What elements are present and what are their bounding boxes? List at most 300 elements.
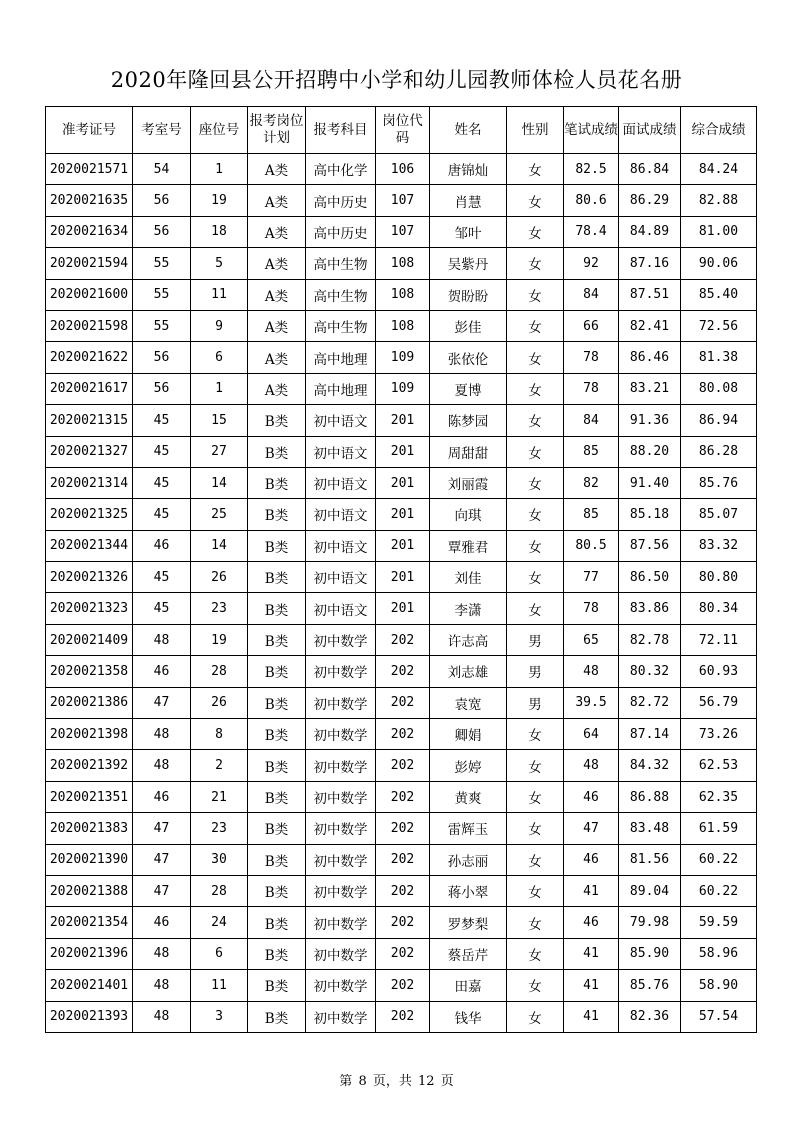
cell-name: 周甜甜 (430, 436, 507, 467)
cell-interview-score: 82.78 (619, 624, 681, 655)
cell-subject: 高中生物 (306, 310, 376, 341)
cell-gender: 女 (507, 499, 564, 530)
cell-written-score: 39.5 (564, 687, 619, 718)
cell-seat: 23 (191, 813, 248, 844)
cell-room: 56 (133, 185, 191, 216)
cell-gender: 男 (507, 687, 564, 718)
cell-subject: 初中语文 (306, 593, 376, 624)
header-total-score: 综合成绩 (681, 107, 757, 154)
cell-plan: B类 (248, 970, 306, 1001)
cell-interview-score: 85.18 (619, 499, 681, 530)
cell-written-score: 41 (564, 938, 619, 969)
cell-written-score: 85 (564, 436, 619, 467)
cell-exam-id: 2020021598 (46, 310, 133, 341)
table-row (46, 279, 757, 310)
cell-plan: B类 (248, 875, 306, 906)
table-row (46, 405, 757, 436)
cell-room: 48 (133, 1001, 191, 1032)
cell-written-score: 46 (564, 781, 619, 812)
cell-exam-id: 2020021396 (46, 938, 133, 969)
cell-post-code: 201 (376, 467, 430, 498)
cell-name: 彭婷 (430, 750, 507, 781)
cell-total-score: 59.59 (681, 907, 757, 938)
cell-subject: 初中数学 (306, 844, 376, 875)
cell-gender: 女 (507, 875, 564, 906)
header-name: 姓名 (430, 107, 507, 154)
cell-room: 55 (133, 279, 191, 310)
footer-total-pages: 12 (418, 1074, 435, 1089)
cell-room: 45 (133, 436, 191, 467)
cell-written-score: 77 (564, 562, 619, 593)
cell-room: 48 (133, 624, 191, 655)
cell-subject: 高中历史 (306, 185, 376, 216)
cell-gender: 女 (507, 436, 564, 467)
cell-room: 46 (133, 781, 191, 812)
cell-total-score: 62.53 (681, 750, 757, 781)
cell-subject: 初中数学 (306, 813, 376, 844)
table-row (46, 310, 757, 341)
cell-written-score: 82 (564, 467, 619, 498)
cell-plan: A类 (248, 216, 306, 247)
cell-total-score: 86.94 (681, 405, 757, 436)
cell-written-score: 84 (564, 279, 619, 310)
cell-gender: 女 (507, 750, 564, 781)
cell-total-score: 85.76 (681, 467, 757, 498)
cell-room: 46 (133, 907, 191, 938)
cell-name: 罗梦梨 (430, 907, 507, 938)
cell-seat: 24 (191, 907, 248, 938)
cell-interview-score: 88.20 (619, 436, 681, 467)
page-footer (0, 1070, 793, 1089)
cell-subject: 初中数学 (306, 938, 376, 969)
cell-post-code: 202 (376, 656, 430, 687)
cell-written-score: 47 (564, 813, 619, 844)
cell-seat: 27 (191, 436, 248, 467)
cell-gender: 女 (507, 593, 564, 624)
cell-seat: 2 (191, 750, 248, 781)
cell-plan: B类 (248, 687, 306, 718)
cell-seat: 25 (191, 499, 248, 530)
cell-subject: 初中语文 (306, 530, 376, 561)
table-row (46, 436, 757, 467)
cell-gender: 男 (507, 624, 564, 655)
cell-seat: 8 (191, 719, 248, 750)
cell-plan: B类 (248, 656, 306, 687)
cell-seat: 15 (191, 405, 248, 436)
cell-post-code: 108 (376, 310, 430, 341)
cell-seat: 1 (191, 154, 248, 185)
header-interview-score: 面试成绩 (619, 107, 681, 154)
cell-room: 48 (133, 938, 191, 969)
cell-exam-id: 2020021325 (46, 499, 133, 530)
table-row (46, 530, 757, 561)
header-subject: 报考科目 (306, 107, 376, 154)
cell-exam-id: 2020021398 (46, 719, 133, 750)
cell-interview-score: 87.51 (619, 279, 681, 310)
cell-room: 47 (133, 844, 191, 875)
cell-seat: 14 (191, 467, 248, 498)
cell-interview-score: 85.76 (619, 970, 681, 1001)
cell-plan: B类 (248, 562, 306, 593)
cell-exam-id: 2020021392 (46, 750, 133, 781)
cell-total-score: 60.93 (681, 656, 757, 687)
cell-room: 55 (133, 310, 191, 341)
cell-gender: 女 (507, 154, 564, 185)
table-row (46, 907, 757, 938)
cell-name: 雷辉玉 (430, 813, 507, 844)
footer-mid: 页，共 (372, 1074, 412, 1089)
header-gender: 性别 (507, 107, 564, 154)
cell-name: 肖慧 (430, 185, 507, 216)
cell-plan: A类 (248, 373, 306, 404)
cell-name: 邹叶 (430, 216, 507, 247)
cell-plan: B类 (248, 750, 306, 781)
cell-subject: 高中地理 (306, 373, 376, 404)
cell-gender: 女 (507, 938, 564, 969)
cell-exam-id: 2020021390 (46, 844, 133, 875)
cell-interview-score: 82.36 (619, 1001, 681, 1032)
cell-plan: B类 (248, 813, 306, 844)
cell-plan: B类 (248, 1001, 306, 1032)
cell-gender: 女 (507, 248, 564, 279)
cell-exam-id: 2020021622 (46, 342, 133, 373)
table-row (46, 970, 757, 1001)
cell-exam-id: 2020021409 (46, 624, 133, 655)
cell-subject: 初中数学 (306, 750, 376, 781)
cell-interview-score: 89.04 (619, 875, 681, 906)
cell-plan: B类 (248, 844, 306, 875)
cell-total-score: 85.07 (681, 499, 757, 530)
document-title: 2020年隆回县公开招聘中小学和幼儿园教师体检人员花名册 (110, 68, 683, 92)
cell-plan: B类 (248, 436, 306, 467)
cell-exam-id: 2020021617 (46, 373, 133, 404)
cell-subject: 初中数学 (306, 875, 376, 906)
cell-room: 45 (133, 405, 191, 436)
cell-subject: 初中数学 (306, 1001, 376, 1032)
cell-plan: B类 (248, 907, 306, 938)
cell-room: 48 (133, 970, 191, 1001)
cell-written-score: 80.6 (564, 185, 619, 216)
cell-plan: A类 (248, 342, 306, 373)
cell-interview-score: 82.41 (619, 310, 681, 341)
cell-interview-score: 85.90 (619, 938, 681, 969)
cell-subject: 初中数学 (306, 970, 376, 1001)
cell-name: 黄爽 (430, 781, 507, 812)
cell-exam-id: 2020021344 (46, 530, 133, 561)
cell-interview-score: 91.40 (619, 467, 681, 498)
cell-plan: A类 (248, 279, 306, 310)
cell-seat: 28 (191, 656, 248, 687)
cell-interview-score: 86.88 (619, 781, 681, 812)
cell-plan: A类 (248, 310, 306, 341)
cell-interview-score: 79.98 (619, 907, 681, 938)
cell-interview-score: 86.84 (619, 154, 681, 185)
cell-interview-score: 86.46 (619, 342, 681, 373)
cell-post-code: 106 (376, 154, 430, 185)
cell-written-score: 48 (564, 656, 619, 687)
cell-subject: 初中语文 (306, 562, 376, 593)
cell-plan: A类 (248, 154, 306, 185)
cell-written-score: 66 (564, 310, 619, 341)
cell-written-score: 78 (564, 342, 619, 373)
table-row (46, 499, 757, 530)
cell-seat: 23 (191, 593, 248, 624)
cell-total-score: 60.22 (681, 875, 757, 906)
cell-name: 蔡岳芹 (430, 938, 507, 969)
cell-interview-score: 83.86 (619, 593, 681, 624)
cell-gender: 女 (507, 310, 564, 341)
cell-room: 45 (133, 562, 191, 593)
roster-table (45, 106, 757, 1033)
cell-interview-score: 81.56 (619, 844, 681, 875)
table-row (46, 750, 757, 781)
cell-name: 袁宽 (430, 687, 507, 718)
cell-total-score: 85.40 (681, 279, 757, 310)
cell-post-code: 201 (376, 405, 430, 436)
cell-total-score: 72.56 (681, 310, 757, 341)
cell-written-score: 84 (564, 405, 619, 436)
cell-total-score: 83.32 (681, 530, 757, 561)
cell-seat: 9 (191, 310, 248, 341)
cell-total-score: 61.59 (681, 813, 757, 844)
cell-written-score: 46 (564, 844, 619, 875)
cell-exam-id: 2020021386 (46, 687, 133, 718)
cell-subject: 初中语文 (306, 436, 376, 467)
table-row (46, 248, 757, 279)
cell-subject: 初中数学 (306, 656, 376, 687)
cell-seat: 5 (191, 248, 248, 279)
header-room: 考室号 (133, 107, 191, 154)
cell-subject: 初中语文 (306, 467, 376, 498)
cell-name: 向琪 (430, 499, 507, 530)
cell-subject: 高中地理 (306, 342, 376, 373)
cell-post-code: 201 (376, 593, 430, 624)
cell-gender: 女 (507, 907, 564, 938)
cell-post-code: 202 (376, 781, 430, 812)
cell-name: 卿娟 (430, 719, 507, 750)
cell-plan: B类 (248, 530, 306, 561)
cell-written-score: 92 (564, 248, 619, 279)
cell-seat: 26 (191, 687, 248, 718)
cell-post-code: 202 (376, 813, 430, 844)
cell-name: 孙志丽 (430, 844, 507, 875)
header-seat: 座位号 (191, 107, 248, 154)
cell-post-code: 202 (376, 1001, 430, 1032)
cell-gender: 男 (507, 656, 564, 687)
cell-post-code: 202 (376, 907, 430, 938)
cell-interview-score: 83.48 (619, 813, 681, 844)
cell-seat: 26 (191, 562, 248, 593)
cell-name: 钱华 (430, 1001, 507, 1032)
cell-exam-id: 2020021388 (46, 875, 133, 906)
cell-plan: B类 (248, 938, 306, 969)
footer-page-number: 8 (358, 1074, 367, 1089)
footer-suffix: 页 (440, 1074, 454, 1089)
cell-seat: 11 (191, 970, 248, 1001)
table-row (46, 938, 757, 969)
cell-written-score: 65 (564, 624, 619, 655)
cell-name: 贺盼盼 (430, 279, 507, 310)
cell-post-code: 201 (376, 530, 430, 561)
cell-written-score: 41 (564, 875, 619, 906)
cell-exam-id: 2020021327 (46, 436, 133, 467)
cell-name: 唐锦灿 (430, 154, 507, 185)
cell-name: 刘丽霞 (430, 467, 507, 498)
cell-gender: 女 (507, 970, 564, 1001)
header-exam-id: 准考证号 (46, 107, 133, 154)
cell-name: 刘志雄 (430, 656, 507, 687)
cell-gender: 女 (507, 216, 564, 247)
cell-subject: 初中数学 (306, 624, 376, 655)
cell-gender: 女 (507, 781, 564, 812)
cell-plan: B类 (248, 467, 306, 498)
cell-seat: 3 (191, 1001, 248, 1032)
cell-subject: 初中数学 (306, 719, 376, 750)
cell-gender: 女 (507, 185, 564, 216)
header-post-code: 岗位代码 (376, 107, 430, 154)
cell-post-code: 108 (376, 279, 430, 310)
cell-subject: 高中生物 (306, 279, 376, 310)
cell-gender: 女 (507, 279, 564, 310)
cell-total-score: 57.54 (681, 1001, 757, 1032)
cell-plan: A类 (248, 248, 306, 279)
cell-written-score: 64 (564, 719, 619, 750)
cell-subject: 高中化学 (306, 154, 376, 185)
cell-name: 覃雅君 (430, 530, 507, 561)
cell-post-code: 107 (376, 185, 430, 216)
cell-gender: 女 (507, 342, 564, 373)
table-row (46, 813, 757, 844)
cell-total-score: 72.11 (681, 624, 757, 655)
cell-exam-id: 2020021351 (46, 781, 133, 812)
table-row (46, 781, 757, 812)
cell-interview-score: 84.32 (619, 750, 681, 781)
cell-interview-score: 80.32 (619, 656, 681, 687)
cell-interview-score: 91.36 (619, 405, 681, 436)
cell-total-score: 58.90 (681, 970, 757, 1001)
cell-seat: 18 (191, 216, 248, 247)
cell-exam-id: 2020021358 (46, 656, 133, 687)
cell-subject: 初中语文 (306, 499, 376, 530)
cell-subject: 初中语文 (306, 405, 376, 436)
cell-plan: B类 (248, 781, 306, 812)
cell-room: 56 (133, 342, 191, 373)
cell-subject: 高中生物 (306, 248, 376, 279)
cell-room: 55 (133, 248, 191, 279)
cell-written-score: 46 (564, 907, 619, 938)
cell-total-score: 84.24 (681, 154, 757, 185)
cell-post-code: 202 (376, 624, 430, 655)
cell-interview-score: 87.14 (619, 719, 681, 750)
cell-room: 47 (133, 813, 191, 844)
cell-room: 56 (133, 216, 191, 247)
cell-subject: 初中数学 (306, 781, 376, 812)
cell-exam-id: 2020021393 (46, 1001, 133, 1032)
table-row (46, 719, 757, 750)
cell-room: 46 (133, 530, 191, 561)
cell-exam-id: 2020021401 (46, 970, 133, 1001)
cell-total-score: 60.22 (681, 844, 757, 875)
cell-name: 蒋小翠 (430, 875, 507, 906)
table-row (46, 1001, 757, 1032)
cell-written-score: 78 (564, 373, 619, 404)
cell-interview-score: 86.29 (619, 185, 681, 216)
cell-subject: 初中数学 (306, 687, 376, 718)
cell-room: 45 (133, 499, 191, 530)
cell-exam-id: 2020021383 (46, 813, 133, 844)
cell-name: 夏博 (430, 373, 507, 404)
cell-total-score: 62.35 (681, 781, 757, 812)
footer-prefix: 第 (339, 1074, 353, 1089)
cell-exam-id: 2020021634 (46, 216, 133, 247)
cell-written-score: 78.4 (564, 216, 619, 247)
cell-written-score: 85 (564, 499, 619, 530)
cell-gender: 女 (507, 813, 564, 844)
cell-gender: 女 (507, 467, 564, 498)
cell-interview-score: 83.21 (619, 373, 681, 404)
cell-post-code: 109 (376, 373, 430, 404)
table-header-row (46, 107, 757, 154)
table-row (46, 342, 757, 373)
table-row (46, 844, 757, 875)
cell-post-code: 108 (376, 248, 430, 279)
cell-total-score: 80.34 (681, 593, 757, 624)
cell-name: 田嘉 (430, 970, 507, 1001)
cell-name: 彭佳 (430, 310, 507, 341)
cell-interview-score: 84.89 (619, 216, 681, 247)
cell-exam-id: 2020021315 (46, 405, 133, 436)
cell-post-code: 202 (376, 750, 430, 781)
table-row (46, 373, 757, 404)
cell-total-score: 82.88 (681, 185, 757, 216)
cell-written-score: 41 (564, 970, 619, 1001)
cell-name: 陈梦园 (430, 405, 507, 436)
header-written-score: 笔试成绩 (564, 107, 619, 154)
cell-seat: 11 (191, 279, 248, 310)
cell-gender: 女 (507, 562, 564, 593)
cell-name: 吴紫丹 (430, 248, 507, 279)
cell-room: 56 (133, 373, 191, 404)
table-row (46, 624, 757, 655)
cell-subject: 高中历史 (306, 216, 376, 247)
cell-post-code: 202 (376, 687, 430, 718)
cell-seat: 28 (191, 875, 248, 906)
cell-seat: 6 (191, 342, 248, 373)
cell-plan: B类 (248, 405, 306, 436)
cell-gender: 女 (507, 405, 564, 436)
cell-post-code: 201 (376, 499, 430, 530)
cell-room: 48 (133, 750, 191, 781)
cell-total-score: 81.38 (681, 342, 757, 373)
cell-room: 45 (133, 593, 191, 624)
cell-total-score: 80.08 (681, 373, 757, 404)
table-row (46, 185, 757, 216)
cell-name: 刘佳 (430, 562, 507, 593)
cell-plan: B类 (248, 719, 306, 750)
cell-seat: 1 (191, 373, 248, 404)
cell-total-score: 80.80 (681, 562, 757, 593)
cell-total-score: 90.06 (681, 248, 757, 279)
cell-post-code: 202 (376, 938, 430, 969)
cell-plan: A类 (248, 185, 306, 216)
cell-written-score: 82.5 (564, 154, 619, 185)
cell-room: 54 (133, 154, 191, 185)
cell-gender: 女 (507, 530, 564, 561)
header-plan: 报考岗位计划 (248, 107, 306, 154)
cell-post-code: 202 (376, 970, 430, 1001)
cell-exam-id: 2020021354 (46, 907, 133, 938)
cell-post-code: 107 (376, 216, 430, 247)
